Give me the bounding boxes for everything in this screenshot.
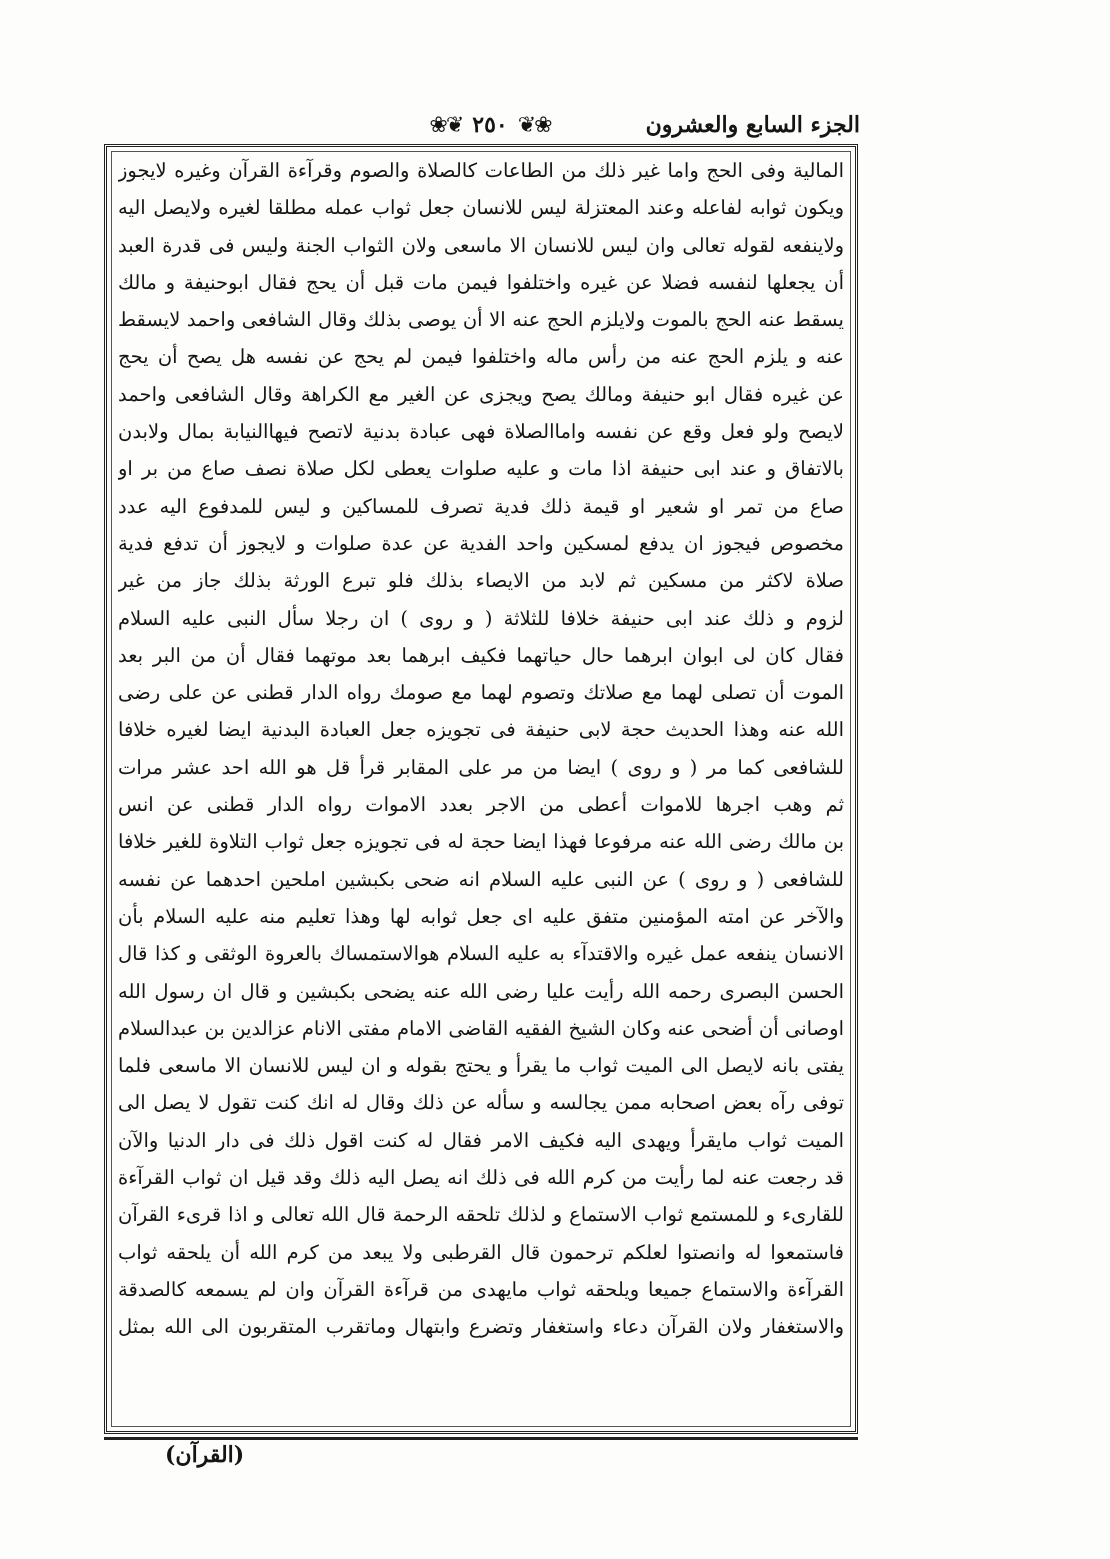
- ornament-right-icon: ❦❀: [517, 112, 551, 138]
- text-line: صلاة لاكثر من مسكين ثم لابد من الايصاء بذلك فلو تبرع الورثة بذلك جاز من غير: [118, 569, 844, 593]
- text-line: ثم وهب اجرها للاموات أعطى من الاجر بعدد الاموات رواه الدار قطنى عن انس: [118, 793, 844, 817]
- main-text: [118, 152, 844, 1422]
- text-line: القرآءة والاستماع جميعا ويلحقه ثواب مايهدى من قرآءة القرآن وان لم يسمعه كالصدقة: [118, 1277, 844, 1301]
- text-line: المالية وفى الحج واما غير ذلك من الطاعات كالصلاة والصوم وقرآءة القرآن وغيره لايجوز: [118, 159, 844, 182]
- text-line: والاستغفار ولان القرآن دعاء واستغفار وتضرع وابتهال وماتقرب المتقربون الى الله بمثل: [118, 1315, 844, 1339]
- text-line: قد رجعت عنه لما رأيت من كرم الله فى ذلك انه يصل اليه ذلك وقد قيل ان ثواب القرآءة: [118, 1166, 844, 1190]
- running-title: الجزء السابع والعشرون: [645, 112, 860, 138]
- text-line: يفتى بانه لايصل الى الميت ثواب ما يقرأ و يحتج بقوله و ان ليس للانسان الا ماسعى فلما: [118, 1054, 844, 1078]
- text-line: لايصح ولو فعل وقع عن نفسه واماالصلاة فهى عبادة بدنية لاتصح فيهاالنيابة بمال ولابدن: [118, 420, 844, 444]
- bottom-rule: [104, 1433, 858, 1440]
- text-line: والآخر عن امته المؤمنين متفق عليه اى جعل ثوابه لها وهذا تعليم منه عليه السلام بأن: [118, 904, 844, 928]
- text-line: للشافعى كما مر ( و روى ) ايضا من مر على المقابر قرأ قل هو الله احد عشر مرات: [118, 755, 844, 779]
- text-line: ويكون ثوابه لفاعله وعند المعتزلة ليس للانسان جعل ثواب عمله مطلقا لغيره ولايصل اليه: [118, 196, 844, 220]
- text-line: للشافعى ( و روى ) عن النبى عليه السلام انه ضحى بكبشين املحين احدهما عن نفسه: [118, 867, 844, 891]
- text-line: لزوم و ذلك عند ابى حنيفة خلافا للثلاثة ( و روى ) ان رجلا سأل النبى عليه السلام: [118, 606, 844, 630]
- text-line: الميت ثواب مايقرأ ويهدى اليه فكيف الامر فقال له كنت اقول ذلك فى دار الدنيا والآن: [118, 1128, 844, 1152]
- text-line: مخصوص فيجوز ان يدفع لمسكين واحد الفدية عن عدة صلوات و لايجوز أن تدفع فدية: [118, 531, 844, 555]
- page-number-group: [420, 108, 560, 142]
- text-line: فاستمعوا له وانصتوا لعلكم ترحمون قال القرطبى ولا يبعد من كرم الله أن يلحقه ثواب: [118, 1240, 844, 1264]
- text-line: الموت أن تصلى لهما مع صلاتك وتصوم لهما مع صومك رواه الدار قطنى عن على رضى: [118, 681, 844, 705]
- text-line: صاع من تمر او شعير او قيمة ذلك فدية تصرف للمساكين و ليس للمدفوع اليه عدد: [118, 494, 844, 518]
- catchword: (القرآن): [165, 1442, 245, 1468]
- ornament-left-icon: ❀❦: [429, 112, 463, 138]
- text-line: عن غيره فقال ابو حنيفة ومالك يصح ويجزى عن الغير مع الكراهة وقال الشافعى واحمد: [118, 382, 844, 406]
- text-line: أن يجعلها لنفسه فضلا عن غيره واختلفوا فيمن مات قبل أن يحج فقال ابوحنيفة و مالك: [118, 270, 844, 294]
- running-head: [100, 108, 860, 148]
- text-line: يسقط عنه الحج بالموت ولايلزم الحج عنه الا أن يوصى بذلك وقال الشافعى واحمد لايسقط: [118, 308, 844, 332]
- text-line: بالاتفاق و عند ابى حنيفة اذا مات و عليه صلوات يعطى لكل صلاة نصف صاع من بر او: [118, 457, 844, 481]
- text-line: للقارىء و للمستمع ثواب الاستماع و لذلك تلحقه الرحمة قال الله تعالى و اذا قرىء القرآن: [118, 1203, 844, 1227]
- text-line: الحسن البصرى رحمه الله رأيت عليا رضى الله عنه يضحى بكبشين و قال ان رسول الله: [118, 979, 844, 1003]
- text-line: عنه و يلزم الحج عنه من رأس ماله واختلفوا فيمن لم يحج عن نفسه هل يصح أن يحج: [118, 345, 844, 369]
- text-line: فقال كان لى ابوان ابرهما حال حياتهما فكيف ابرهما بعد موتهما فقال أن من البر بعد: [118, 643, 844, 667]
- text-line: الله عنه وهذا الحديث حجة لابى حنيفة فى تجويزه جعل العبادة البدنية ايضا لغيره خلافا: [118, 718, 844, 742]
- page-number: ٢٥٠: [472, 112, 508, 138]
- text-line: اوصانى أن أضحى عنه وكان الشيخ الفقيه القاضى الامام مفتى الانام عزالدين بن عبدالسلام: [118, 1016, 844, 1040]
- text-line: بن مالك رضى الله عنه مرفوعا فهذا ايضا حجة له فى تجويزه جعل ثواب التلاوة للغير خلافا: [118, 830, 844, 854]
- text-line: توفى رآه بعض اصحابه ممن يجالسه و سأله عن ذلك وقال له انك كنت تقول لا يصل الى: [118, 1091, 844, 1115]
- text-line: ولاينفعه لقوله تعالى وان ليس للانسان الا ماسعى ولان الثواب الجنة وليس فى قدرة العبد: [118, 233, 844, 257]
- text-line: الانسان ينفعه عمل غيره والاقتدآء به عليه السلام هوالاستمساك بالعروة الوثقى و كذا قال: [118, 942, 844, 966]
